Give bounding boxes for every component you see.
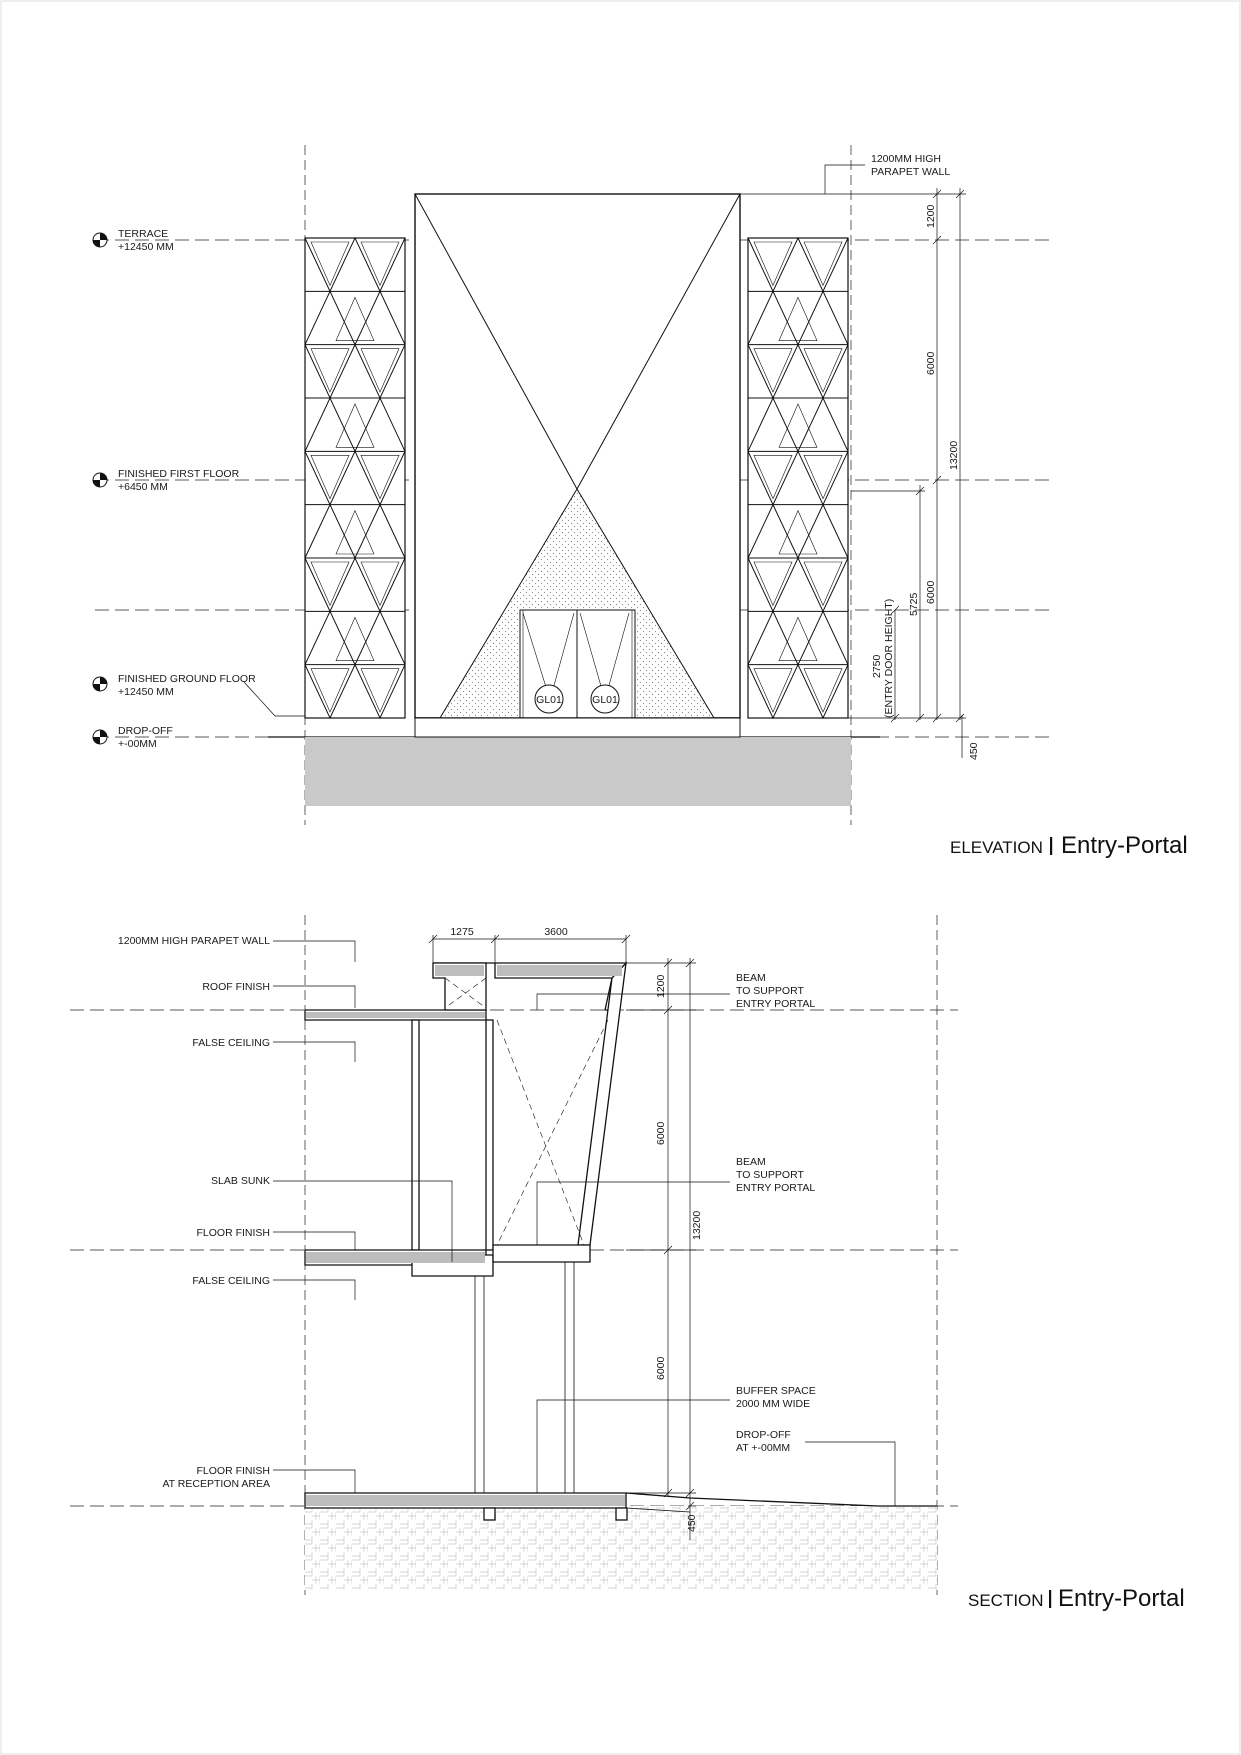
door-tag-2 — [591, 685, 619, 713]
svg-text:Entry-Portal: Entry-Portal — [1061, 832, 1188, 859]
section-dimensions — [429, 935, 696, 1540]
svg-text:ELEVATION: ELEVATION — [950, 838, 1043, 857]
svg-text:+12450 MM: +12450 MM — [118, 686, 174, 698]
svg-text:SLAB SUNK: SLAB SUNK — [211, 1175, 270, 1187]
svg-text:FALSE CEILING: FALSE CEILING — [192, 1275, 270, 1287]
svg-text:DROP-OFF: DROP-OFF — [118, 725, 173, 737]
svg-text:3600: 3600 — [544, 926, 568, 938]
dropoff-ramp — [626, 1493, 937, 1506]
svg-text:1200: 1200 — [655, 974, 667, 998]
svg-text:TO SUPPORT: TO SUPPORT — [736, 1169, 804, 1181]
svg-text:ROOF FINISH: ROOF FINISH — [202, 981, 270, 993]
svg-text:FALSE CEILING: FALSE CEILING — [192, 1037, 270, 1049]
section-title — [968, 1585, 1185, 1612]
svg-text:AT +-00MM: AT +-00MM — [736, 1442, 791, 1454]
svg-text:FLOOR FINISH: FLOOR FINISH — [196, 1227, 270, 1239]
level-marker-first-floor — [93, 468, 240, 493]
section-columns — [475, 1262, 574, 1493]
section-labels-left — [118, 935, 270, 1490]
entry-portal-frame — [415, 194, 740, 737]
svg-text:450: 450 — [968, 742, 980, 760]
svg-text:SECTION: SECTION — [968, 1591, 1044, 1610]
svg-text:1275: 1275 — [450, 926, 474, 938]
svg-text:GL01: GL01 — [592, 694, 618, 706]
elevation-ground-fill — [305, 737, 851, 806]
svg-text:TO SUPPORT: TO SUPPORT — [736, 985, 804, 997]
svg-text:2750: 2750 — [871, 654, 883, 678]
svg-text:6000: 6000 — [925, 580, 937, 604]
svg-text:450: 450 — [686, 1514, 698, 1532]
svg-text:6000: 6000 — [655, 1356, 667, 1380]
section-leaders-left — [273, 941, 452, 1493]
svg-text:ENTRY PORTAL: ENTRY PORTAL — [736, 1182, 816, 1194]
svg-text:AT RECEPTION AREA: AT RECEPTION AREA — [162, 1478, 270, 1490]
svg-text:+12450 MM: +12450 MM — [118, 241, 174, 253]
svg-text:FINISHED FIRST FLOOR: FINISHED FIRST FLOOR — [118, 468, 240, 480]
svg-text:5725: 5725 — [908, 592, 920, 616]
svg-text:(ENTRY DOOR HEIGHT): (ENTRY DOOR HEIGHT) — [883, 598, 895, 718]
svg-text:FLOOR FINISH: FLOOR FINISH — [196, 1465, 270, 1477]
svg-text:PARAPET WALL: PARAPET WALL — [871, 166, 951, 178]
right-screen-panel — [748, 238, 848, 718]
svg-text:6000: 6000 — [655, 1121, 667, 1145]
elevation-title — [950, 832, 1188, 859]
svg-text:+6450 MM: +6450 MM — [118, 481, 168, 493]
svg-text:13200: 13200 — [948, 440, 960, 470]
svg-text:13200: 13200 — [691, 1210, 703, 1240]
svg-text:BEAM: BEAM — [736, 1156, 766, 1168]
door-tag-1 — [535, 685, 563, 713]
svg-text:1200MM HIGH PARAPET WALL: 1200MM HIGH PARAPET WALL — [117, 935, 270, 947]
parapet-wall-note — [825, 153, 950, 194]
elevation-dimension-texts — [871, 204, 980, 760]
svg-text:FINISHED GROUND FLOOR: FINISHED GROUND FLOOR — [118, 673, 256, 685]
section-drawing — [70, 915, 1185, 1612]
svg-text:TERRACE: TERRACE — [118, 228, 169, 240]
section-structure — [305, 963, 627, 1520]
svg-text:2000 MM WIDE: 2000 MM WIDE — [736, 1398, 811, 1410]
level-marker-drop-off — [93, 725, 173, 750]
svg-text:DROP-OFF: DROP-OFF — [736, 1429, 791, 1441]
section-labels-right — [736, 972, 816, 1454]
svg-text:1200MM HIGH: 1200MM HIGH — [871, 153, 942, 165]
svg-text:BEAM: BEAM — [736, 972, 766, 984]
slab-fills — [306, 965, 625, 1506]
level-marker-ground-floor — [93, 673, 305, 716]
left-screen-panel — [305, 238, 405, 718]
svg-text:+-00MM: +-00MM — [118, 738, 157, 750]
svg-text:Entry-Portal: Entry-Portal — [1058, 1585, 1185, 1612]
svg-text:GL01: GL01 — [536, 694, 562, 706]
svg-text:BUFFER SPACE: BUFFER SPACE — [736, 1385, 816, 1397]
svg-text:1200: 1200 — [925, 204, 937, 228]
elevation-drawing — [93, 145, 1188, 859]
level-marker-terrace — [93, 228, 174, 253]
svg-text:6000: 6000 — [925, 351, 937, 375]
svg-text:ENTRY PORTAL: ENTRY PORTAL — [736, 998, 816, 1010]
